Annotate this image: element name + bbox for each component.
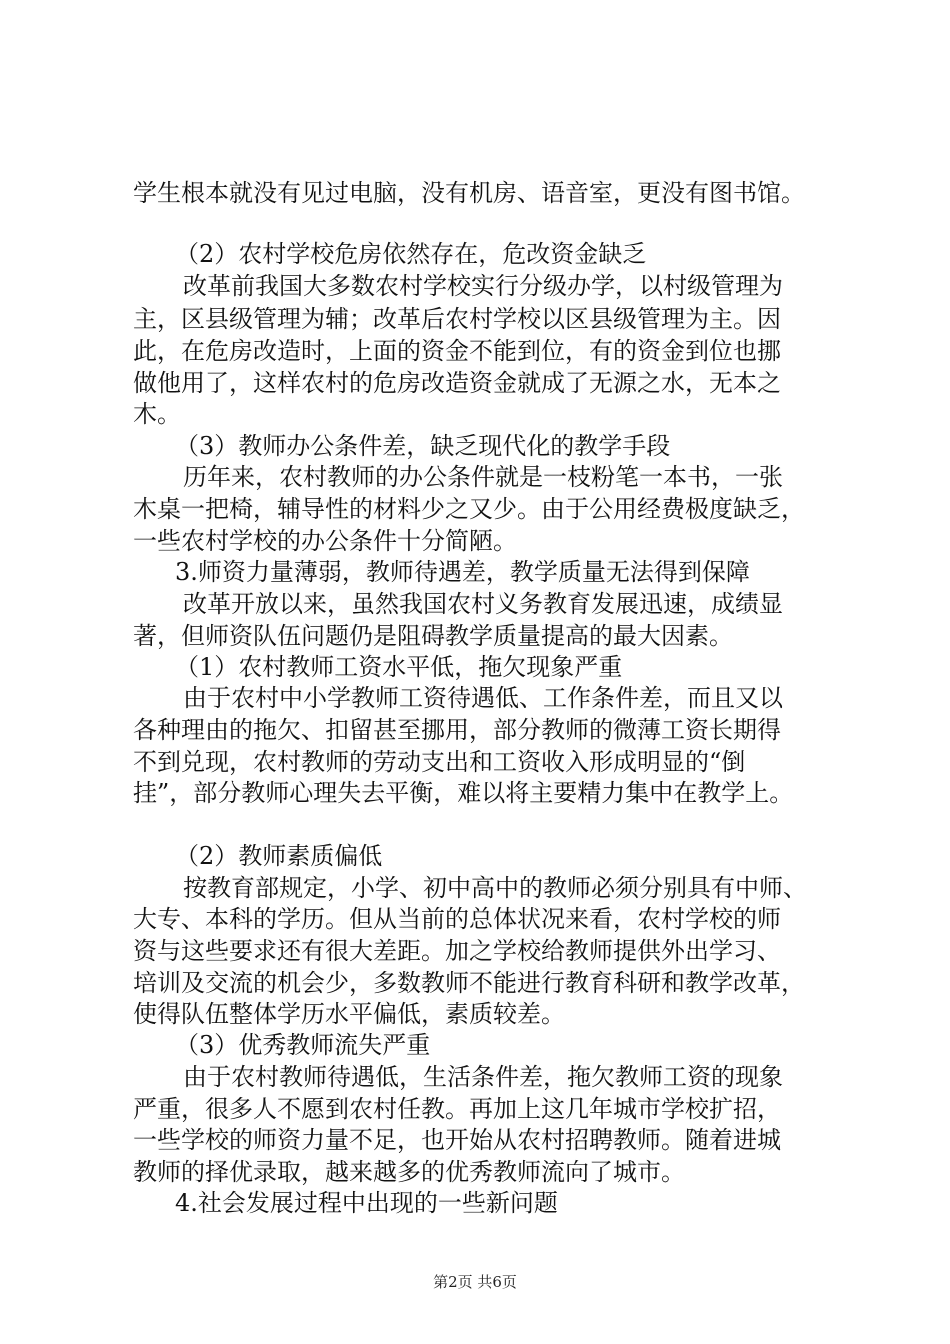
text-line: 挂”，部分教师心理失去平衡，难以将主要精力集中在教学上。 [133, 779, 794, 807]
text-line: 历年来，农村教师的办公条件就是一枝粉笔一本书，一张 [183, 463, 783, 491]
page-number: 第2页 共6页 [433, 1273, 517, 1291]
text-line: 此，在危房改造时，上面的资金不能到位，有的资金到位也挪 [133, 337, 781, 365]
text-line: 一些农村学校的办公条件十分简陋。 [133, 527, 517, 555]
subheading: （3）教师办公条件差，缺乏现代化的教学手段 [175, 432, 671, 460]
text-line: 使得队伍整体学历水平偏低，素质较差。 [133, 1000, 565, 1028]
text-line: 教师的择优录取，越来越多的优秀教师流向了城市。 [133, 1158, 685, 1186]
text-line: 改革前我国大多数农村学校实行分级办学，以村级管理为 [183, 272, 783, 300]
text-line: 一些学校的师资力量不足，也开始从农村招聘教师。随着进城 [133, 1126, 781, 1154]
text-line: 著，但师资队伍问题仍是阻碍教学质量提高的最大因素。 [133, 622, 733, 650]
text-line: 由于农村中小学教师工资待遇低、工作条件差，而且又以 [183, 684, 783, 712]
text-line: 改革开放以来，虽然我国农村义务教育发展迅速，成绩显 [183, 590, 783, 618]
text-line: 严重，很多人不愿到农村任教。再加上这几年城市学校扩招， [133, 1095, 781, 1123]
text-line: 由于农村教师待遇低，生活条件差，拖欠教师工资的现象 [183, 1063, 783, 1091]
text-line: 木。 [133, 400, 181, 428]
section-heading: 4.社会发展过程中出现的一些新问题 [175, 1189, 558, 1217]
subheading: （1）农村教师工资水平低，拖欠现象严重 [175, 653, 623, 681]
section-heading: 3.师资力量薄弱，教师待遇差，教学质量无法得到保障 [175, 558, 750, 586]
text-line: 主，区县级管理为辅；改革后农村学校以区县级管理为主。因 [133, 305, 781, 333]
subheading: （3）优秀教师流失严重 [175, 1031, 431, 1059]
text-line: 做他用了，这样农村的危房改造资金就成了无源之水，无本之 [133, 369, 781, 397]
text-line: 学生根本就没有见过电脑，没有机房、语音室，更没有图书馆。 [133, 179, 805, 207]
text-line: 各种理由的拖欠、扣留甚至挪用，部分教师的微薄工资长期得 [133, 716, 781, 744]
text-line: 按教育部规定，小学、初中高中的教师必须分别具有中师、 [183, 874, 807, 902]
subheading: （2）教师素质偏低 [175, 842, 383, 870]
subheading: （2）农村学校危房依然存在，危改资金缺乏 [175, 240, 647, 268]
text-line: 不到兑现，农村教师的劳动支出和工资收入形成明显的“倒 [133, 748, 746, 776]
text-line: 资与这些要求还有很大差距。加之学校给教师提供外出学习、 [133, 937, 781, 965]
text-line: 木桌一把椅，辅导性的材料少之又少。由于公用经费极度缺乏， [133, 495, 805, 523]
text-line: 大专、本科的学历。但从当前的总体状况来看，农村学校的师 [133, 905, 781, 933]
text-line: 培训及交流的机会少，多数教师不能进行教育科研和教学改革， [133, 969, 805, 997]
